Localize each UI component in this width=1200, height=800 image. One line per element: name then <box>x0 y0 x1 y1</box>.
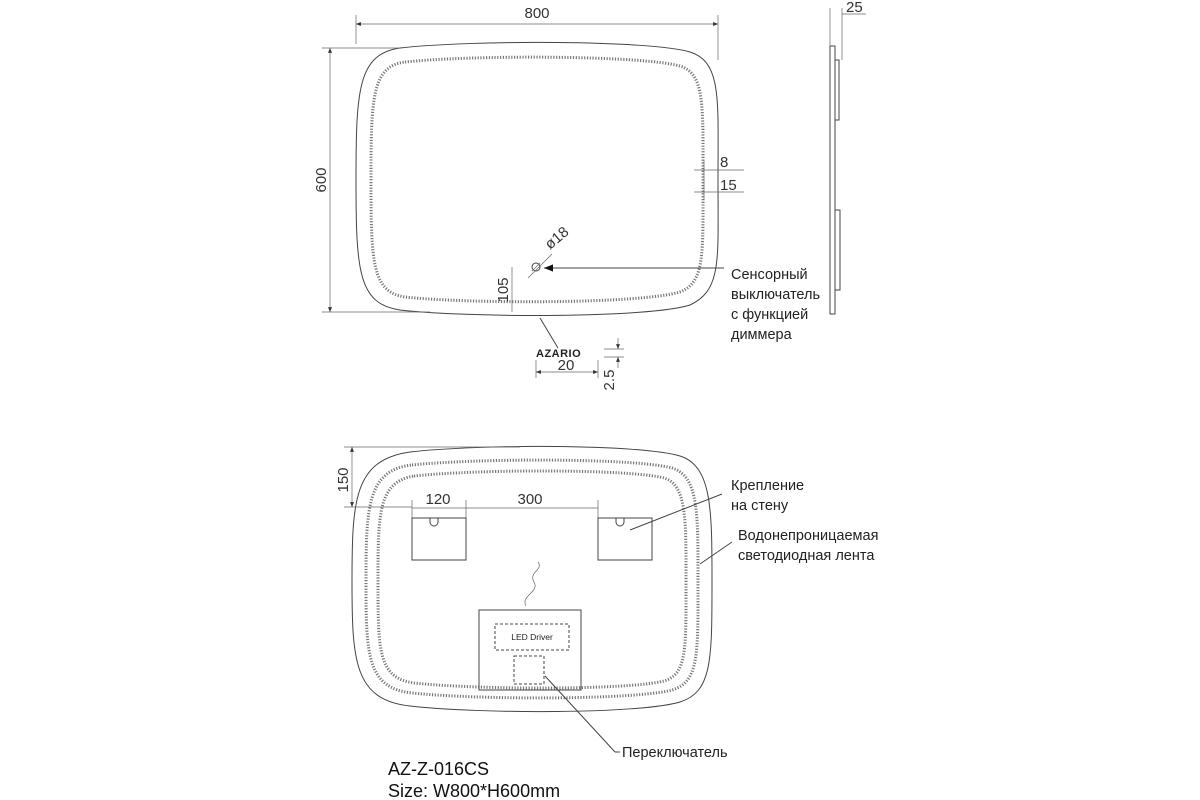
touch-switch-label: Сенсорный выключатель с функцией диммера <box>731 267 821 343</box>
model-size: Size: W800*H600mm <box>388 781 561 800</box>
mount-top-dim: 150 <box>335 467 352 493</box>
led-strip-label: Водонепроницаемая светодиодная лента <box>738 528 879 564</box>
brand-logo: AZARIO <box>536 348 582 360</box>
side-view <box>830 0 866 314</box>
switch-offset-dim: 105 <box>495 277 512 303</box>
switch-label: Переключатель <box>622 745 728 761</box>
led-driver-box <box>479 610 581 690</box>
led-strip-front <box>371 57 703 302</box>
model-code: AZ-Z-016CS <box>388 759 490 779</box>
mount-spacing-dim: 300 <box>517 491 543 508</box>
logo-width-dim: 20 <box>557 357 575 374</box>
width-dim: 800 <box>524 5 550 22</box>
edge-outer-dim: 15 <box>720 177 737 194</box>
logo-height-dim: 2.5 <box>601 369 618 391</box>
mount-side-dim: 120 <box>425 491 451 508</box>
edge-inner-dim: 8 <box>720 154 729 171</box>
back-view <box>335 446 882 761</box>
wall-mount-label: Крепление на стену <box>731 478 805 514</box>
depth-dim: 25 <box>846 0 863 16</box>
height-dim: 600 <box>313 167 330 193</box>
switch-diameter-dim: ø18 <box>541 223 573 254</box>
mirror-outline-front <box>356 42 718 315</box>
front-view <box>313 5 824 390</box>
mirror-outline-back <box>352 446 712 711</box>
wall-bracket-left <box>412 518 466 560</box>
led-driver-label: LED Driver <box>511 632 553 642</box>
